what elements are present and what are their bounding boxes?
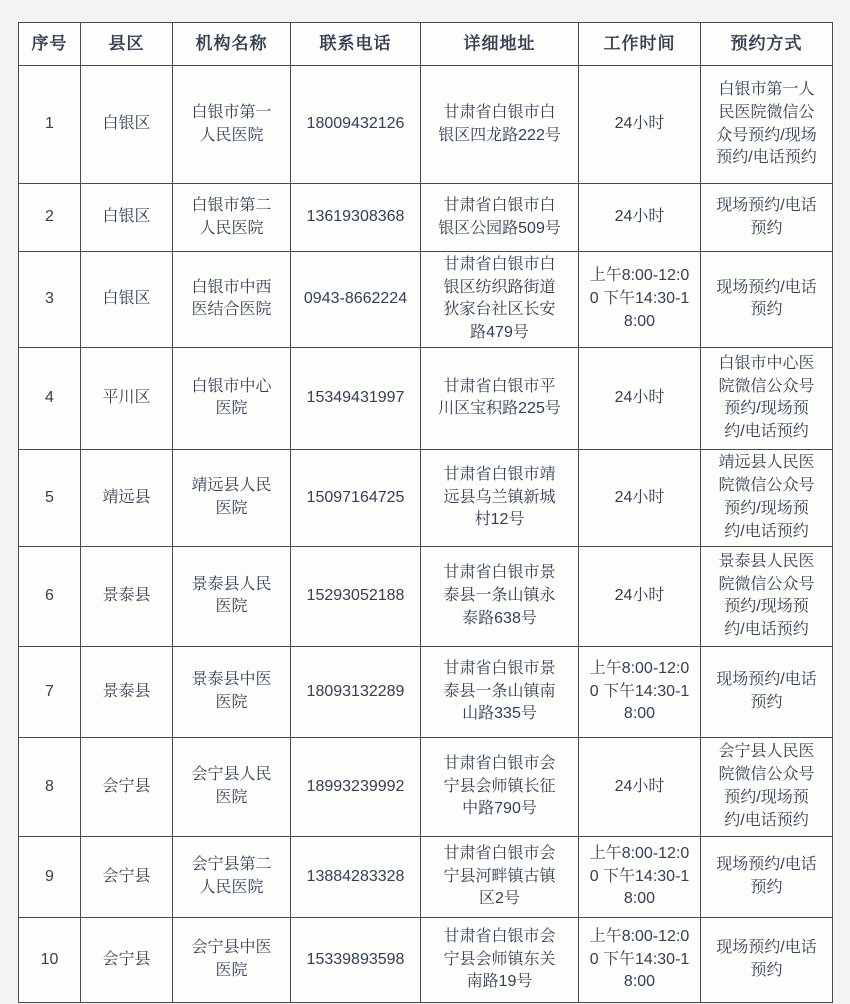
- cell-address: 甘肃省白银市靖远县乌兰镇新城村12号: [421, 449, 579, 546]
- cell-phone: 18993239992: [291, 737, 421, 836]
- cell-name: 会宁县中医医院: [173, 917, 291, 1002]
- table-row: [19, 646, 833, 737]
- table-body: [19, 66, 833, 1003]
- cell-county: 景泰县: [81, 546, 173, 646]
- cell-hours: 上午8:00-12:00 下午14:30-18:00: [579, 252, 701, 348]
- cell-county: 平川区: [81, 347, 173, 449]
- cell-booking: 白银市第一人民医院微信公众号预约/现场预约/电话预约: [701, 66, 833, 184]
- cell-name: 白银市中心医院: [173, 347, 291, 449]
- cell-phone: 18009432126: [291, 66, 421, 184]
- cell-phone: 15339893598: [291, 917, 421, 1002]
- cell-hours: 24小时: [579, 737, 701, 836]
- cell-name: 白银市第二人民医院: [173, 184, 291, 252]
- cell-hours: 上午8:00-12:00 下午14:30-18:00: [579, 836, 701, 917]
- cell-name: 会宁县第二人民医院: [173, 836, 291, 917]
- cell-hours: 上午8:00-12:00 下午14:30-18:00: [579, 646, 701, 737]
- cell-booking: 现场预约/电话预约: [701, 917, 833, 1002]
- cell-address: 甘肃省白银市白银区公园路509号: [421, 184, 579, 252]
- cell-name: 靖远县人民医院: [173, 449, 291, 546]
- table-header-cell: 详细地址: [421, 23, 579, 66]
- cell-name: 景泰县人民医院: [173, 546, 291, 646]
- cell-name: 景泰县中医医院: [173, 646, 291, 737]
- cell-hours: 24小时: [579, 66, 701, 184]
- cell-county: 会宁县: [81, 836, 173, 917]
- cell-index: 5: [19, 449, 81, 546]
- table-header-cell: 序号: [19, 23, 81, 66]
- table-row: [19, 347, 833, 449]
- table-header-cell: 预约方式: [701, 23, 833, 66]
- cell-index: 4: [19, 347, 81, 449]
- cell-index: 1: [19, 66, 81, 184]
- cell-booking: 会宁县人民医院微信公众号预约/现场预约/电话预约: [701, 737, 833, 836]
- table-row: [19, 449, 833, 546]
- cell-booking: 现场预约/电话预约: [701, 252, 833, 348]
- cell-county: 会宁县: [81, 917, 173, 1002]
- table-row: [19, 737, 833, 836]
- cell-index: 8: [19, 737, 81, 836]
- cell-index: 3: [19, 252, 81, 348]
- cell-name: 白银市中西医结合医院: [173, 252, 291, 348]
- table-row: [19, 184, 833, 252]
- cell-booking: 现场预约/电话预约: [701, 184, 833, 252]
- cell-booking: 现场预约/电话预约: [701, 646, 833, 737]
- cell-address: 甘肃省白银市景泰县一条山镇南山路335号: [421, 646, 579, 737]
- cell-phone: 13884283328: [291, 836, 421, 917]
- table-header-row: [19, 23, 833, 66]
- cell-hours: 上午8:00-12:00 下午14:30-18:00: [579, 917, 701, 1002]
- cell-phone: 13619308368: [291, 184, 421, 252]
- table-row: [19, 836, 833, 917]
- table-header-cell: 机构名称: [173, 23, 291, 66]
- cell-hours: 24小时: [579, 449, 701, 546]
- cell-booking: 白银市中心医院微信公众号预约/现场预约/电话预约: [701, 347, 833, 449]
- cell-hours: 24小时: [579, 184, 701, 252]
- cell-address: 甘肃省白银市会宁县会师镇东关南路19号: [421, 917, 579, 1002]
- cell-hours: 24小时: [579, 546, 701, 646]
- cell-phone: 15097164725: [291, 449, 421, 546]
- cell-address: 甘肃省白银市会宁县河畔镇古镇区2号: [421, 836, 579, 917]
- cell-county: 会宁县: [81, 737, 173, 836]
- table-header-cell: 县区: [81, 23, 173, 66]
- cell-phone: 15293052188: [291, 546, 421, 646]
- table-row: [19, 66, 833, 184]
- hospital-appointment-table: [18, 22, 833, 1003]
- cell-county: 白银区: [81, 184, 173, 252]
- cell-county: 靖远县: [81, 449, 173, 546]
- cell-phone: 15349431997: [291, 347, 421, 449]
- cell-index: 9: [19, 836, 81, 917]
- cell-county: 景泰县: [81, 646, 173, 737]
- cell-phone: 18093132289: [291, 646, 421, 737]
- cell-booking: 现场预约/电话预约: [701, 836, 833, 917]
- cell-index: 6: [19, 546, 81, 646]
- cell-address: 甘肃省白银市平川区宝积路225号: [421, 347, 579, 449]
- cell-county: 白银区: [81, 66, 173, 184]
- table-row: [19, 917, 833, 1002]
- cell-booking: 景泰县人民医院微信公众号预约/现场预约/电话预约: [701, 546, 833, 646]
- cell-hours: 24小时: [579, 347, 701, 449]
- cell-county: 白银区: [81, 252, 173, 348]
- table-header-cell: 工作时间: [579, 23, 701, 66]
- cell-index: 2: [19, 184, 81, 252]
- cell-address: 甘肃省白银市白银区纺织路街道狄家台社区长安路479号: [421, 252, 579, 348]
- cell-name: 白银市第一人民医院: [173, 66, 291, 184]
- cell-index: 7: [19, 646, 81, 737]
- table-row: [19, 546, 833, 646]
- cell-address: 甘肃省白银市景泰县一条山镇永泰路638号: [421, 546, 579, 646]
- cell-phone: 0943-8662224: [291, 252, 421, 348]
- cell-booking: 靖远县人民医院微信公众号预约/现场预约/电话预约: [701, 449, 833, 546]
- table-row: [19, 252, 833, 348]
- table-header-cell: 联系电话: [291, 23, 421, 66]
- cell-address: 甘肃省白银市会宁县会师镇长征中路790号: [421, 737, 579, 836]
- cell-address: 甘肃省白银市白银区四龙路222号: [421, 66, 579, 184]
- cell-index: 10: [19, 917, 81, 1002]
- cell-name: 会宁县人民医院: [173, 737, 291, 836]
